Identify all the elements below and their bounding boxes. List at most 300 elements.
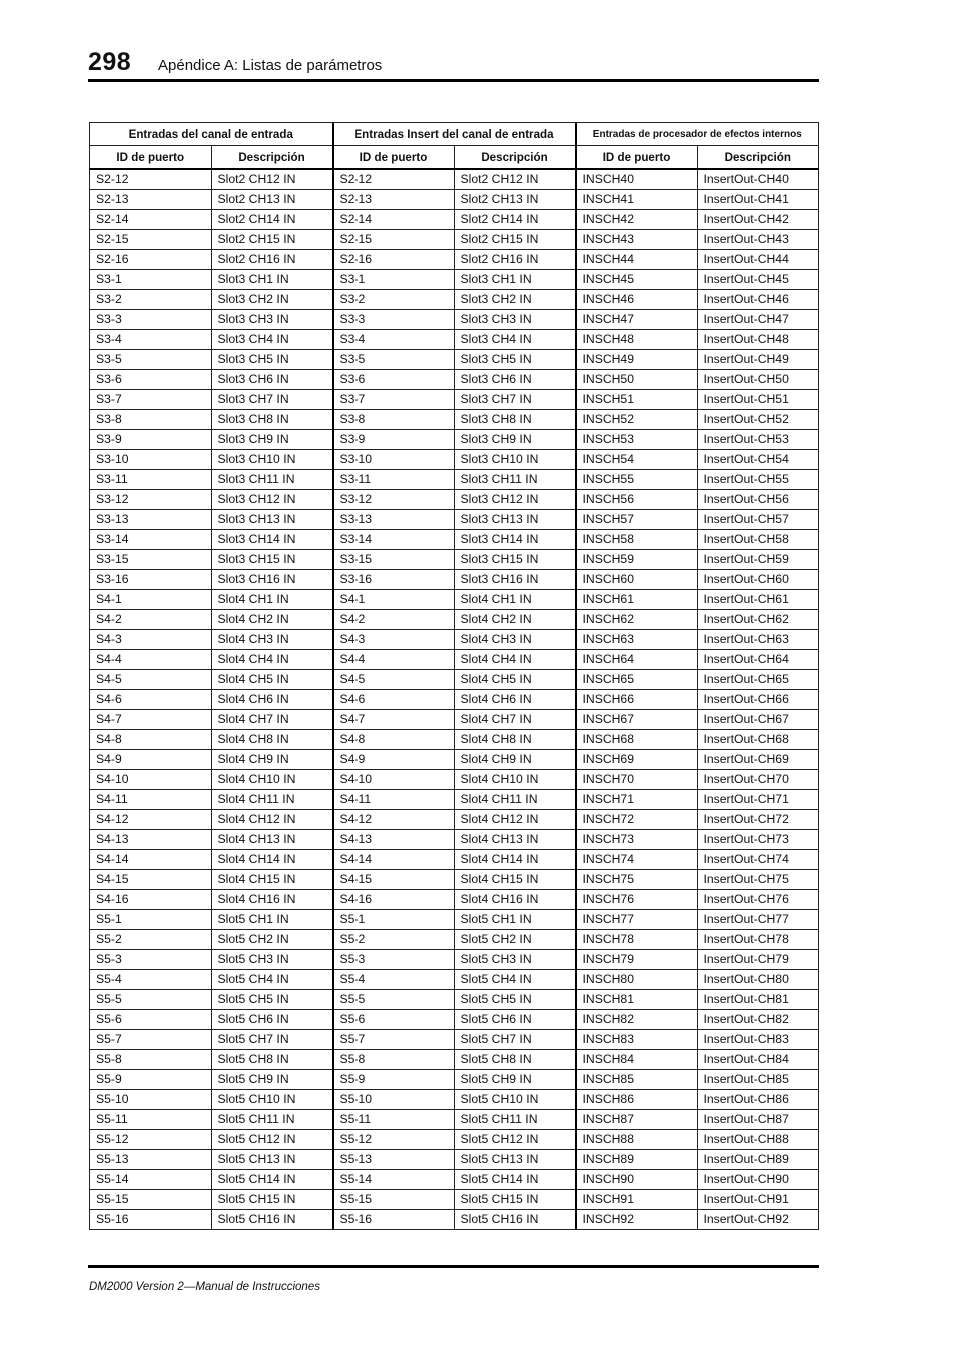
group-header-row [90, 123, 819, 146]
cell-description: Slot4 CH10 IN [454, 770, 576, 790]
cell-port-id: INSCH77 [576, 910, 698, 930]
cell-port-id: INSCH50 [576, 370, 698, 390]
cell-description: InsertOut-CH70 [697, 770, 819, 790]
table-row [90, 250, 819, 270]
cell-description: Slot4 CH3 IN [211, 630, 333, 650]
cell-description: Slot4 CH5 IN [454, 670, 576, 690]
cell-port-id: INSCH75 [576, 870, 698, 890]
table-row [90, 870, 819, 890]
cell-port-id: S4-1 [333, 590, 455, 610]
cell-port-id: S4-2 [333, 610, 455, 630]
cell-port-id: S4-4 [333, 650, 455, 670]
cell-port-id: INSCH76 [576, 890, 698, 910]
cell-port-id: S3-5 [333, 350, 455, 370]
cell-description: InsertOut-CH88 [697, 1130, 819, 1150]
cell-port-id: S4-12 [333, 810, 455, 830]
cell-description: InsertOut-CH41 [697, 190, 819, 210]
cell-description: Slot3 CH13 IN [454, 510, 576, 530]
cell-description: Slot4 CH4 IN [454, 650, 576, 670]
page-number: 298 [88, 48, 132, 76]
cell-description: Slot5 CH8 IN [211, 1050, 333, 1070]
table-row [90, 1210, 819, 1230]
cell-description: Slot5 CH7 IN [211, 1030, 333, 1050]
cell-port-id: S5-5 [90, 990, 212, 1010]
cell-description: InsertOut-CH81 [697, 990, 819, 1010]
cell-port-id: S5-1 [90, 910, 212, 930]
cell-description: InsertOut-CH67 [697, 710, 819, 730]
cell-description: InsertOut-CH58 [697, 530, 819, 550]
cell-port-id: INSCH91 [576, 1190, 698, 1210]
cell-description: InsertOut-CH91 [697, 1190, 819, 1210]
cell-port-id: S2-14 [333, 210, 455, 230]
cell-port-id: S5-13 [333, 1150, 455, 1170]
cell-port-id: S5-3 [90, 950, 212, 970]
header-rule [88, 79, 819, 82]
cell-description: InsertOut-CH74 [697, 850, 819, 870]
cell-description: Slot4 CH13 IN [454, 830, 576, 850]
cell-description: Slot5 CH9 IN [211, 1070, 333, 1090]
cell-port-id: S5-10 [90, 1090, 212, 1110]
cell-description: Slot3 CH5 IN [454, 350, 576, 370]
cell-description: Slot4 CH12 IN [454, 810, 576, 830]
cell-description: Slot2 CH15 IN [454, 230, 576, 250]
cell-description: Slot4 CH1 IN [454, 590, 576, 610]
cell-description: InsertOut-CH83 [697, 1030, 819, 1050]
cell-port-id: S3-9 [333, 430, 455, 450]
cell-port-id: S5-9 [333, 1070, 455, 1090]
table-row [90, 970, 819, 990]
cell-port-id: S4-16 [90, 890, 212, 910]
cell-port-id: INSCH68 [576, 730, 698, 750]
cell-description: InsertOut-CH50 [697, 370, 819, 390]
cell-description: Slot3 CH16 IN [211, 570, 333, 590]
table-row [90, 890, 819, 910]
cell-port-id: S2-14 [90, 210, 212, 230]
cell-port-id: S5-1 [333, 910, 455, 930]
cell-port-id: S5-2 [333, 930, 455, 950]
table-row [90, 450, 819, 470]
cell-description: Slot3 CH10 IN [211, 450, 333, 470]
cell-port-id: INSCH53 [576, 430, 698, 450]
table-row [90, 1130, 819, 1150]
cell-port-id: INSCH52 [576, 410, 698, 430]
cell-port-id: INSCH40 [576, 169, 698, 190]
parameter-table-container [89, 122, 818, 1230]
cell-port-id: S3-10 [333, 450, 455, 470]
cell-port-id: S4-10 [90, 770, 212, 790]
cell-description: InsertOut-CH89 [697, 1150, 819, 1170]
cell-description: Slot2 CH14 IN [211, 210, 333, 230]
cell-description: Slot4 CH13 IN [211, 830, 333, 850]
cell-port-id: S5-8 [333, 1050, 455, 1070]
cell-port-id: S4-9 [90, 750, 212, 770]
table-row [90, 490, 819, 510]
cell-description: InsertOut-CH82 [697, 1010, 819, 1030]
cell-description: InsertOut-CH46 [697, 290, 819, 310]
cell-description: Slot5 CH13 IN [211, 1150, 333, 1170]
cell-port-id: S4-5 [333, 670, 455, 690]
cell-description: Slot5 CH9 IN [454, 1070, 576, 1090]
cell-description: InsertOut-CH54 [697, 450, 819, 470]
cell-port-id: S2-15 [90, 230, 212, 250]
cell-port-id: INSCH54 [576, 450, 698, 470]
cell-port-id: INSCH51 [576, 390, 698, 410]
cell-port-id: INSCH57 [576, 510, 698, 530]
cell-port-id: S5-7 [90, 1030, 212, 1050]
table-row [90, 670, 819, 690]
cell-description: Slot3 CH7 IN [211, 390, 333, 410]
cell-description: Slot2 CH12 IN [211, 169, 333, 190]
cell-port-id: INSCH81 [576, 990, 698, 1010]
cell-description: Slot2 CH16 IN [454, 250, 576, 270]
cell-description: InsertOut-CH57 [697, 510, 819, 530]
cell-port-id: S3-1 [90, 270, 212, 290]
group-header-insert-inputs: Entradas Insert del canal de entrada [333, 123, 576, 146]
cell-port-id: S3-13 [90, 510, 212, 530]
column-header-description: Descripción [697, 146, 819, 170]
cell-port-id: INSCH89 [576, 1150, 698, 1170]
cell-description: Slot3 CH1 IN [211, 270, 333, 290]
cell-description: Slot5 CH14 IN [454, 1170, 576, 1190]
cell-port-id: S5-10 [333, 1090, 455, 1110]
cell-description: Slot5 CH12 IN [454, 1130, 576, 1150]
cell-description: Slot3 CH9 IN [454, 430, 576, 450]
table-row [90, 169, 819, 190]
cell-description: InsertOut-CH69 [697, 750, 819, 770]
cell-port-id: S4-13 [333, 830, 455, 850]
cell-description: Slot3 CH6 IN [211, 370, 333, 390]
cell-description: InsertOut-CH65 [697, 670, 819, 690]
table-row [90, 470, 819, 490]
cell-description: InsertOut-CH60 [697, 570, 819, 590]
cell-description: Slot3 CH5 IN [211, 350, 333, 370]
cell-port-id: S3-14 [333, 530, 455, 550]
cell-port-id: S5-7 [333, 1030, 455, 1050]
cell-description: Slot3 CH12 IN [211, 490, 333, 510]
cell-port-id: S4-13 [90, 830, 212, 850]
cell-port-id: S3-1 [333, 270, 455, 290]
cell-port-id: S3-16 [90, 570, 212, 590]
cell-description: Slot3 CH3 IN [454, 310, 576, 330]
cell-port-id: S3-11 [333, 470, 455, 490]
cell-port-id: INSCH78 [576, 930, 698, 950]
column-header-port-id: ID de puerto [333, 146, 455, 170]
table-row [90, 510, 819, 530]
table-row [90, 830, 819, 850]
cell-port-id: INSCH86 [576, 1090, 698, 1110]
cell-port-id: S5-8 [90, 1050, 212, 1070]
cell-port-id: S4-8 [333, 730, 455, 750]
cell-description: Slot3 CH13 IN [211, 510, 333, 530]
cell-description: InsertOut-CH52 [697, 410, 819, 430]
cell-description: InsertOut-CH44 [697, 250, 819, 270]
cell-description: Slot4 CH15 IN [454, 870, 576, 890]
cell-port-id: S2-16 [90, 250, 212, 270]
footer-text: DM2000 Version 2—Manual de Instrucciones [89, 1281, 320, 1293]
cell-description: Slot3 CH2 IN [211, 290, 333, 310]
table-row [90, 330, 819, 350]
cell-description: InsertOut-CH76 [697, 890, 819, 910]
table-body [90, 169, 819, 1230]
table-row [90, 1110, 819, 1130]
cell-description: Slot5 CH15 IN [454, 1190, 576, 1210]
cell-description: Slot5 CH3 IN [211, 950, 333, 970]
cell-description: Slot4 CH5 IN [211, 670, 333, 690]
table-row [90, 1030, 819, 1050]
table-row [90, 410, 819, 430]
cell-description: Slot5 CH7 IN [454, 1030, 576, 1050]
cell-port-id: S5-14 [90, 1170, 212, 1190]
cell-description: InsertOut-CH47 [697, 310, 819, 330]
table-row [90, 290, 819, 310]
cell-description: InsertOut-CH40 [697, 169, 819, 190]
cell-description: Slot4 CH14 IN [211, 850, 333, 870]
cell-port-id: S3-12 [90, 490, 212, 510]
cell-port-id: INSCH92 [576, 1210, 698, 1230]
cell-port-id: INSCH79 [576, 950, 698, 970]
cell-port-id: S3-14 [90, 530, 212, 550]
cell-description: Slot5 CH2 IN [454, 930, 576, 950]
cell-description: Slot4 CH11 IN [454, 790, 576, 810]
cell-port-id: S3-6 [90, 370, 212, 390]
cell-description: InsertOut-CH86 [697, 1090, 819, 1110]
cell-port-id: S5-11 [90, 1110, 212, 1130]
cell-description: Slot5 CH12 IN [211, 1130, 333, 1150]
cell-description: InsertOut-CH62 [697, 610, 819, 630]
cell-port-id: INSCH62 [576, 610, 698, 630]
cell-description: Slot5 CH4 IN [454, 970, 576, 990]
table-row [90, 1070, 819, 1090]
cell-description: Slot2 CH13 IN [454, 190, 576, 210]
cell-port-id: S2-13 [333, 190, 455, 210]
cell-description: Slot4 CH11 IN [211, 790, 333, 810]
table-row [90, 950, 819, 970]
cell-port-id: INSCH45 [576, 270, 698, 290]
column-header-port-id: ID de puerto [576, 146, 698, 170]
table-row [90, 650, 819, 670]
cell-port-id: INSCH58 [576, 530, 698, 550]
cell-description: InsertOut-CH84 [697, 1050, 819, 1070]
cell-description: Slot5 CH5 IN [454, 990, 576, 1010]
cell-port-id: INSCH85 [576, 1070, 698, 1090]
cell-description: Slot4 CH4 IN [211, 650, 333, 670]
cell-description: InsertOut-CH42 [697, 210, 819, 230]
cell-description: InsertOut-CH43 [697, 230, 819, 250]
cell-description: Slot5 CH6 IN [211, 1010, 333, 1030]
cell-description: Slot3 CH9 IN [211, 430, 333, 450]
table-row [90, 190, 819, 210]
cell-port-id: INSCH56 [576, 490, 698, 510]
cell-port-id: S4-6 [90, 690, 212, 710]
cell-description: InsertOut-CH75 [697, 870, 819, 890]
table-row [90, 1050, 819, 1070]
cell-port-id: S5-14 [333, 1170, 455, 1190]
cell-port-id: S5-16 [333, 1210, 455, 1230]
cell-description: InsertOut-CH48 [697, 330, 819, 350]
cell-description: Slot3 CH6 IN [454, 370, 576, 390]
table-row [90, 230, 819, 250]
cell-description: Slot2 CH14 IN [454, 210, 576, 230]
cell-port-id: S4-1 [90, 590, 212, 610]
cell-description: Slot2 CH12 IN [454, 169, 576, 190]
cell-port-id: INSCH90 [576, 1170, 698, 1190]
cell-description: Slot4 CH16 IN [211, 890, 333, 910]
cell-port-id: S4-11 [90, 790, 212, 810]
cell-port-id: S5-15 [90, 1190, 212, 1210]
cell-port-id: S2-13 [90, 190, 212, 210]
cell-port-id: INSCH69 [576, 750, 698, 770]
cell-port-id: S3-3 [333, 310, 455, 330]
cell-description: Slot2 CH16 IN [211, 250, 333, 270]
cell-port-id: INSCH42 [576, 210, 698, 230]
cell-port-id: INSCH70 [576, 770, 698, 790]
cell-port-id: S5-4 [333, 970, 455, 990]
cell-description: Slot4 CH14 IN [454, 850, 576, 870]
cell-description: Slot3 CH14 IN [211, 530, 333, 550]
cell-port-id: S3-5 [90, 350, 212, 370]
table-row [90, 570, 819, 590]
cell-port-id: INSCH48 [576, 330, 698, 350]
cell-description: InsertOut-CH66 [697, 690, 819, 710]
cell-port-id: INSCH71 [576, 790, 698, 810]
cell-port-id: INSCH73 [576, 830, 698, 850]
table-row [90, 610, 819, 630]
cell-port-id: INSCH61 [576, 590, 698, 610]
cell-port-id: INSCH65 [576, 670, 698, 690]
cell-description: InsertOut-CH45 [697, 270, 819, 290]
cell-description: Slot4 CH16 IN [454, 890, 576, 910]
cell-description: Slot5 CH2 IN [211, 930, 333, 950]
cell-port-id: S5-6 [90, 1010, 212, 1030]
cell-description: InsertOut-CH68 [697, 730, 819, 750]
cell-description: Slot3 CH4 IN [454, 330, 576, 350]
table-row [90, 1150, 819, 1170]
cell-description: InsertOut-CH80 [697, 970, 819, 990]
cell-description: Slot5 CH10 IN [454, 1090, 576, 1110]
cell-port-id: INSCH41 [576, 190, 698, 210]
cell-description: Slot4 CH8 IN [454, 730, 576, 750]
cell-description: Slot4 CH1 IN [211, 590, 333, 610]
cell-port-id: S4-14 [90, 850, 212, 870]
cell-description: Slot3 CH4 IN [211, 330, 333, 350]
cell-description: Slot5 CH11 IN [211, 1110, 333, 1130]
cell-description: InsertOut-CH79 [697, 950, 819, 970]
cell-port-id: S4-3 [333, 630, 455, 650]
cell-description: InsertOut-CH72 [697, 810, 819, 830]
table-row [90, 430, 819, 450]
cell-port-id: S3-8 [333, 410, 455, 430]
cell-description: InsertOut-CH73 [697, 830, 819, 850]
cell-description: Slot3 CH2 IN [454, 290, 576, 310]
table-row [90, 390, 819, 410]
cell-description: Slot4 CH2 IN [211, 610, 333, 630]
cell-port-id: S3-13 [333, 510, 455, 530]
table-row [90, 210, 819, 230]
cell-port-id: S3-15 [90, 550, 212, 570]
table-row [90, 930, 819, 950]
cell-port-id: S4-8 [90, 730, 212, 750]
cell-port-id: INSCH49 [576, 350, 698, 370]
cell-port-id: S5-13 [90, 1150, 212, 1170]
cell-description: Slot5 CH5 IN [211, 990, 333, 1010]
cell-port-id: S5-12 [333, 1130, 455, 1150]
column-header-description: Descripción [211, 146, 333, 170]
cell-description: InsertOut-CH78 [697, 930, 819, 950]
cell-port-id: S5-5 [333, 990, 455, 1010]
cell-port-id: S4-14 [333, 850, 455, 870]
cell-port-id: S4-2 [90, 610, 212, 630]
cell-description: Slot5 CH13 IN [454, 1150, 576, 1170]
cell-port-id: S4-9 [333, 750, 455, 770]
column-header-description: Descripción [454, 146, 576, 170]
cell-description: InsertOut-CH49 [697, 350, 819, 370]
cell-description: Slot4 CH7 IN [454, 710, 576, 730]
table-row [90, 550, 819, 570]
cell-port-id: S5-4 [90, 970, 212, 990]
group-header-input-channel: Entradas del canal de entrada [90, 123, 333, 146]
cell-description: Slot3 CH10 IN [454, 450, 576, 470]
cell-description: Slot4 CH3 IN [454, 630, 576, 650]
cell-description: Slot5 CH6 IN [454, 1010, 576, 1030]
cell-port-id: INSCH80 [576, 970, 698, 990]
cell-description: InsertOut-CH61 [697, 590, 819, 610]
cell-port-id: INSCH87 [576, 1110, 698, 1130]
cell-port-id: S4-4 [90, 650, 212, 670]
cell-description: Slot4 CH9 IN [454, 750, 576, 770]
cell-port-id: S4-3 [90, 630, 212, 650]
cell-port-id: INSCH60 [576, 570, 698, 590]
cell-description: Slot4 CH12 IN [211, 810, 333, 830]
cell-description: Slot5 CH10 IN [211, 1090, 333, 1110]
cell-port-id: S2-16 [333, 250, 455, 270]
cell-port-id: S5-16 [90, 1210, 212, 1230]
cell-port-id: S3-3 [90, 310, 212, 330]
cell-description: Slot3 CH16 IN [454, 570, 576, 590]
cell-description: InsertOut-CH55 [697, 470, 819, 490]
cell-port-id: S4-7 [90, 710, 212, 730]
cell-port-id: S3-8 [90, 410, 212, 430]
table-row [90, 350, 819, 370]
cell-port-id: S3-15 [333, 550, 455, 570]
cell-port-id: INSCH67 [576, 710, 698, 730]
table-row [90, 710, 819, 730]
table-row [90, 1090, 819, 1110]
table-row [90, 1010, 819, 1030]
cell-description: Slot3 CH14 IN [454, 530, 576, 550]
column-header-row [90, 146, 819, 170]
cell-description: Slot4 CH6 IN [454, 690, 576, 710]
cell-description: Slot5 CH1 IN [454, 910, 576, 930]
cell-port-id: S4-12 [90, 810, 212, 830]
table-row [90, 310, 819, 330]
cell-port-id: S5-12 [90, 1130, 212, 1150]
cell-port-id: S4-7 [333, 710, 455, 730]
table-row [90, 630, 819, 650]
cell-port-id: S4-10 [333, 770, 455, 790]
cell-description: Slot5 CH4 IN [211, 970, 333, 990]
cell-description: InsertOut-CH71 [697, 790, 819, 810]
cell-port-id: S4-11 [333, 790, 455, 810]
table-row [90, 690, 819, 710]
cell-description: InsertOut-CH92 [697, 1210, 819, 1230]
column-header-port-id: ID de puerto [90, 146, 212, 170]
table-row [90, 530, 819, 550]
cell-description: Slot5 CH16 IN [454, 1210, 576, 1230]
cell-description: Slot5 CH3 IN [454, 950, 576, 970]
cell-description: Slot3 CH3 IN [211, 310, 333, 330]
cell-description: Slot4 CH6 IN [211, 690, 333, 710]
cell-description: InsertOut-CH59 [697, 550, 819, 570]
